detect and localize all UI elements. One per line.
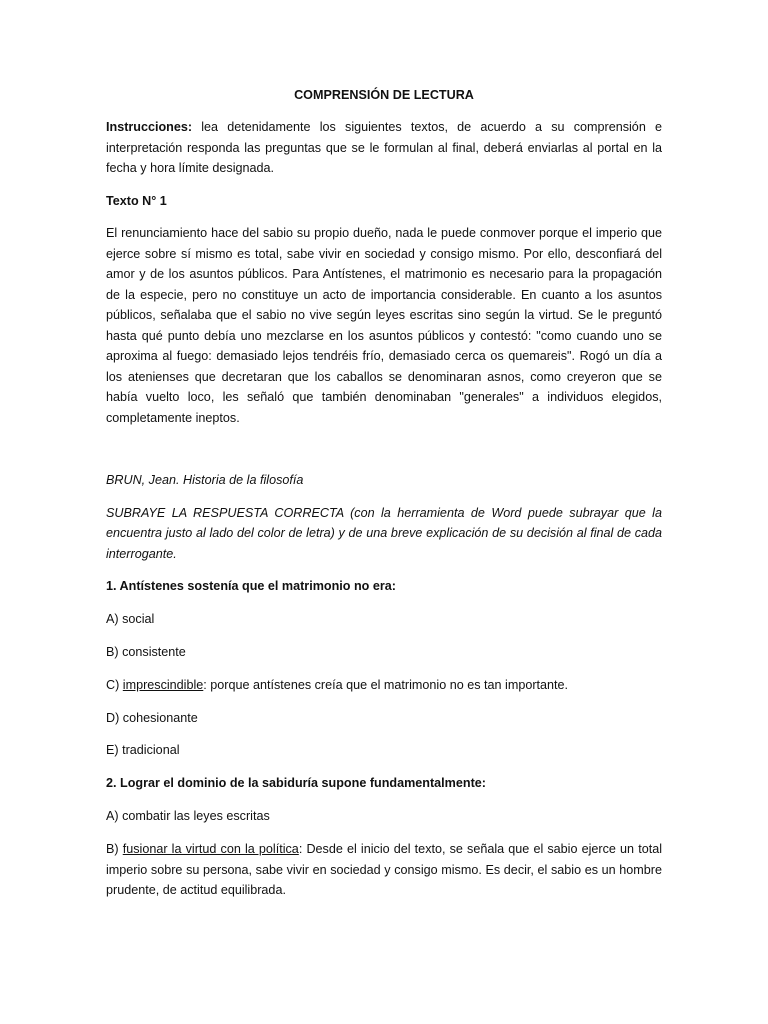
question-2-option-a [106,806,662,827]
question-1-option-c [106,675,662,696]
instructions-paragraph [106,117,662,179]
question-1-option-d [106,708,662,729]
instructions-label: Instrucciones: [106,120,193,134]
spacer [106,440,662,470]
document-title: COMPRENSIÓN DE LECTURA [294,88,474,102]
reading-passage: El renunciamiento hace del sabio su propio dueño, nada le puede conmover porque el imperio que ejerce sobre sí mismo es total, sabe vivir en sociedad y consigo mismo. Por ello, desconfiará del amor y de los asuntos públicos. Para Antístenes, el matrimonio es necesario para la propagación de la especie, pero no constituye un acto de importancia considerable. En cuanto a los asuntos públicos, señalaba que el sabio no vive según leyes escritas sino según la virtud. Se le preguntó hasta qué punto debía uno mezclarse en los asuntos públicos y contestó: "como cuando uno se aproxima al fuego: demasiado lejos tendréis frío, demasiado cerca os quemareis". Rogó un día a los atenienses que decretaran que los caballos se denominaran asnos, como creyeron que se había vuelto loco, les señaló que también denominaban "generales" a individuos elegidos, completamente ineptos. [106,226,662,425]
option-label: cohesionante [122,710,198,725]
question-2-prompt: 2. Lograr el dominio de la sabiduría supone fundamentalmente: [106,776,486,791]
option-prefix: B) [106,644,123,659]
option-prefix: D) [106,710,123,725]
option-prefix: B) [106,842,123,857]
option-label-underlined: fusionar la virtud con la política [122,842,299,857]
option-prefix: E) [106,743,123,758]
option-label: combatir las leyes escritas [122,809,270,824]
question-1-option-a [106,609,662,630]
question-1-option-b [106,642,662,663]
source-citation: BRUN, Jean. Historia de la filosofía [106,473,304,487]
option-label: tradicional [122,743,180,758]
option-explanation: : porque antístenes creía que el matrimonio no es tan importante. [203,677,569,692]
question-2-option-b [106,839,662,901]
question-1-option-e [106,740,662,761]
option-prefix: C) [106,677,123,692]
option-explanation: : Desde el inicio del texto, se señala que el sabio ejerce un total imperio sobre su persona, sabe vivir en sociedad y consigo mismo. Es decir, el sabio es un hombre prudente, de actitud equilibrada. [106,842,662,898]
option-prefix: A) [106,611,123,626]
task-instruction: SUBRAYE LA RESPUESTA CORRECTA (con la herramienta de Word puede subrayar que la encuentra justo al lado del color de letra) y de una breve explicación de su decisión al final de cada interrogante. [106,505,662,561]
instructions-text: lea detenidamente los siguientes textos, de acuerdo a su comprensión e interpretación responda las preguntas que se le formulan al final, deberá enviarlas al portal en la fecha y hora límite designada. [106,120,662,175]
option-prefix: A) [106,809,123,824]
text-heading: Texto N° 1 [106,193,167,208]
document-page [106,85,662,913]
question-1-prompt: 1. Antístenes sostenía que el matrimonio no era: [106,579,396,593]
option-label: consistente [122,644,186,659]
option-label-underlined: imprescindible [122,677,204,692]
option-label: social [122,611,155,626]
